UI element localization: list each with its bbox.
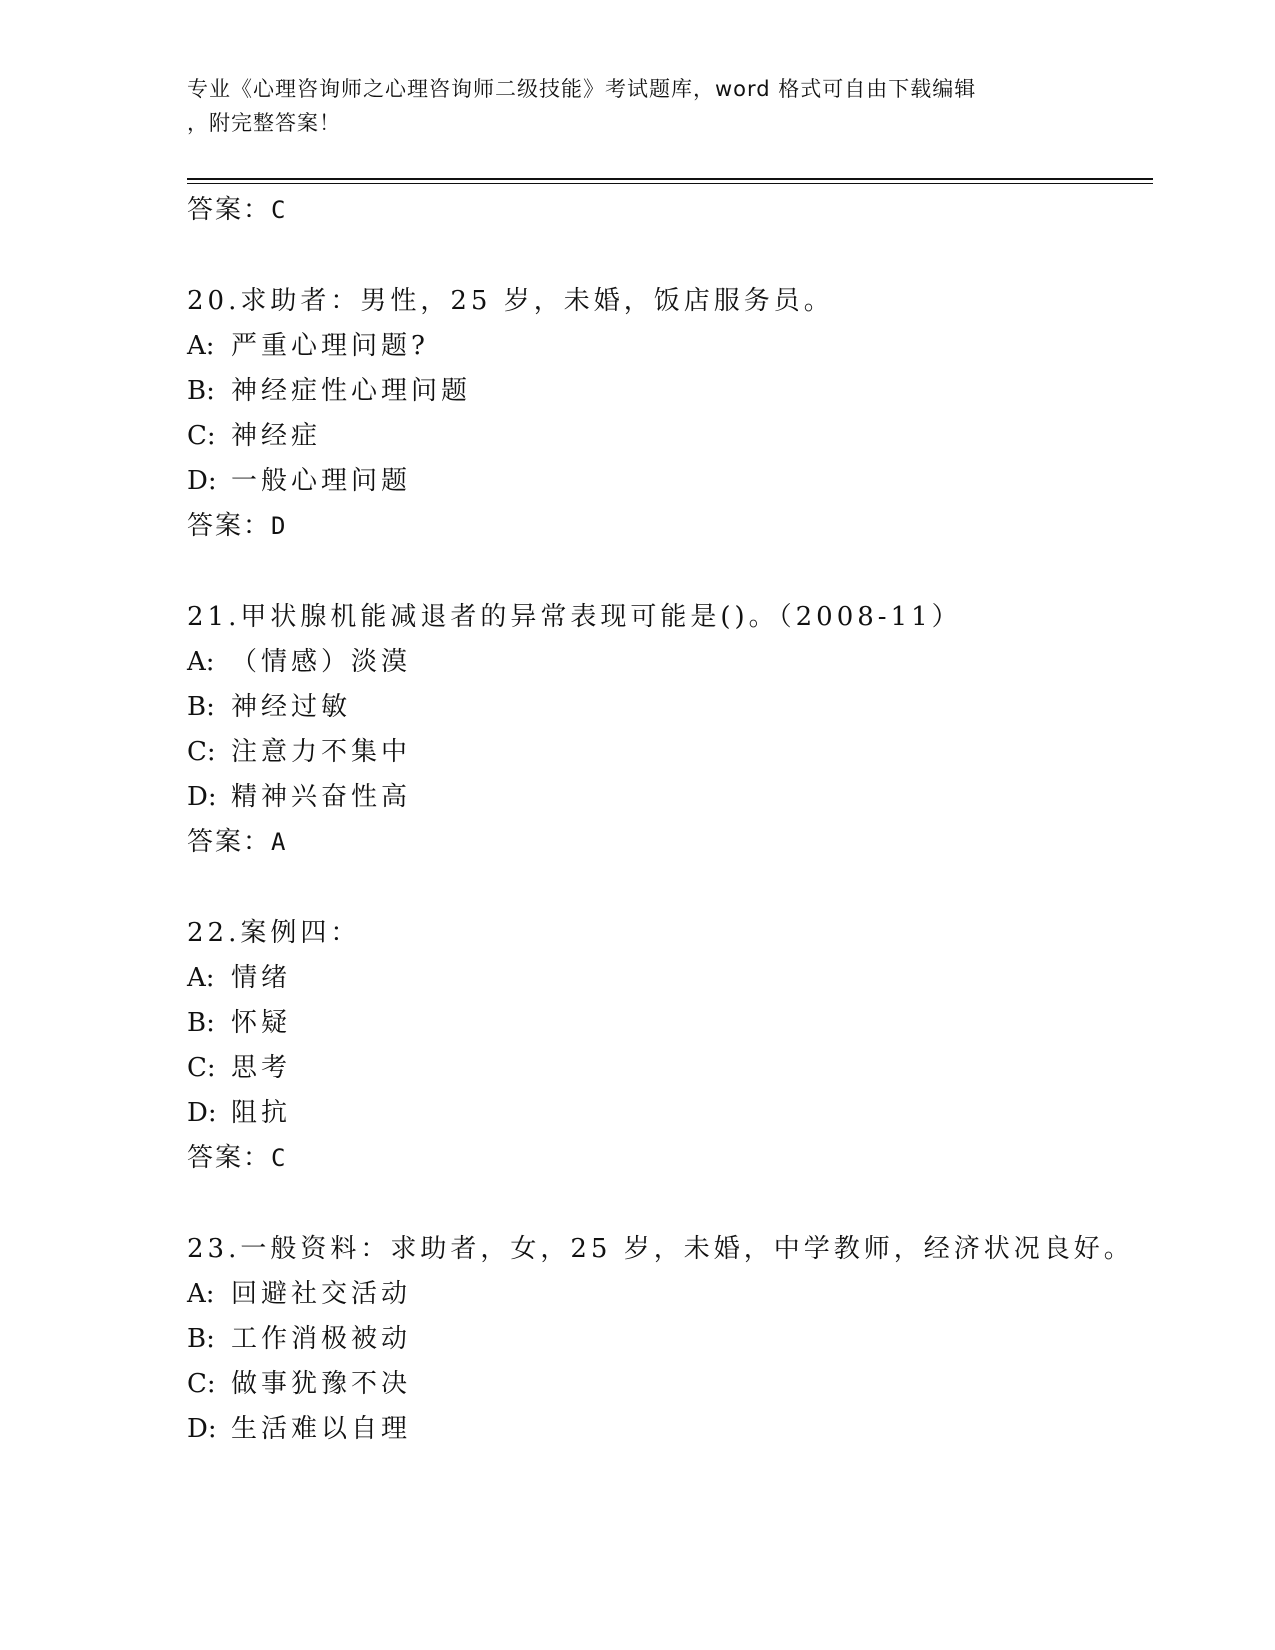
option-text: 思考	[231, 1053, 292, 1083]
answer-value: A	[271, 828, 288, 856]
option-d	[187, 775, 1147, 820]
option-text: 情绪	[231, 963, 292, 993]
header-line-2: ，附完整答案！	[187, 111, 341, 135]
answer-line	[187, 820, 1147, 865]
option-a	[187, 640, 1147, 685]
spacer	[187, 1181, 1147, 1227]
option-d	[187, 1407, 1147, 1452]
option-letter: B:	[187, 1324, 215, 1354]
option-letter: B:	[187, 376, 215, 406]
option-text: （情感）淡漠	[231, 647, 412, 677]
option-text: 一般心理问题	[231, 466, 412, 496]
option-letter: C:	[187, 1369, 216, 1399]
option-text: 阻抗	[231, 1098, 292, 1128]
option-letter: B:	[187, 1008, 215, 1038]
question-stem: 21.甲状腺机能减退者的异常表现可能是()。（2008-11）	[187, 602, 962, 632]
answer-line	[187, 188, 1147, 233]
option-letter: D:	[187, 1098, 217, 1128]
answer-line	[187, 504, 1147, 549]
option-a	[187, 324, 1147, 369]
option-text: 回避社交活动	[231, 1279, 412, 1309]
option-b	[187, 1317, 1147, 1362]
question-stem: 20.求助者：男性，25 岁，未婚，饭店服务员。	[187, 286, 834, 316]
answer-label: 答案：	[187, 1143, 272, 1173]
option-c	[187, 1046, 1147, 1091]
spacer	[187, 233, 1147, 279]
option-text: 做事犹豫不决	[231, 1369, 412, 1399]
header-divider-thick	[187, 178, 1153, 180]
answer-value: C	[271, 196, 288, 224]
option-c	[187, 730, 1147, 775]
question-list	[187, 188, 1147, 1452]
option-b	[187, 685, 1147, 730]
option-text: 严重心理问题?	[231, 331, 429, 361]
option-letter: A:	[187, 331, 215, 361]
question-stem: 22.案例四：	[187, 918, 361, 948]
option-letter: C:	[187, 421, 216, 451]
question-stem: 23.一般资料：求助者，女，25 岁，未婚，中学教师，经济状况良好。	[187, 1234, 1134, 1264]
spacer	[187, 865, 1147, 911]
option-text: 注意力不集中	[231, 737, 412, 767]
option-text: 工作消极被动	[231, 1324, 412, 1354]
option-letter: D:	[187, 782, 217, 812]
option-text: 怀疑	[231, 1008, 292, 1038]
option-letter: A:	[187, 1279, 215, 1309]
answer-value: D	[271, 512, 288, 540]
option-text: 神经过敏	[231, 692, 352, 722]
header-divider-thin	[187, 183, 1153, 184]
option-letter: C:	[187, 1053, 216, 1083]
option-d	[187, 1091, 1147, 1136]
option-text: 生活难以自理	[231, 1414, 412, 1444]
header-line-1: 专业《心理咨询师之心理咨询师二级技能》考试题库，word 格式可自由下载编辑	[187, 77, 977, 101]
option-a	[187, 956, 1147, 1001]
option-letter: B:	[187, 692, 215, 722]
answer-line	[187, 1136, 1147, 1181]
option-c	[187, 1362, 1147, 1407]
spacer	[187, 549, 1147, 595]
option-b	[187, 369, 1147, 414]
option-text: 神经症性心理问题	[231, 376, 472, 406]
option-d	[187, 459, 1147, 504]
answer-label: 答案：	[187, 511, 272, 541]
option-c	[187, 414, 1147, 459]
option-letter: A:	[187, 963, 215, 993]
option-b	[187, 1001, 1147, 1046]
option-text: 神经症	[231, 421, 322, 451]
option-a	[187, 1272, 1147, 1317]
answer-label: 答案：	[187, 827, 272, 857]
document-header	[187, 72, 1067, 140]
option-letter: C:	[187, 737, 216, 767]
option-letter: D:	[187, 466, 217, 496]
answer-label: 答案：	[187, 195, 272, 225]
option-text: 精神兴奋性高	[231, 782, 412, 812]
answer-value: C	[271, 1144, 288, 1172]
option-letter: D:	[187, 1414, 217, 1444]
option-letter: A:	[187, 647, 215, 677]
